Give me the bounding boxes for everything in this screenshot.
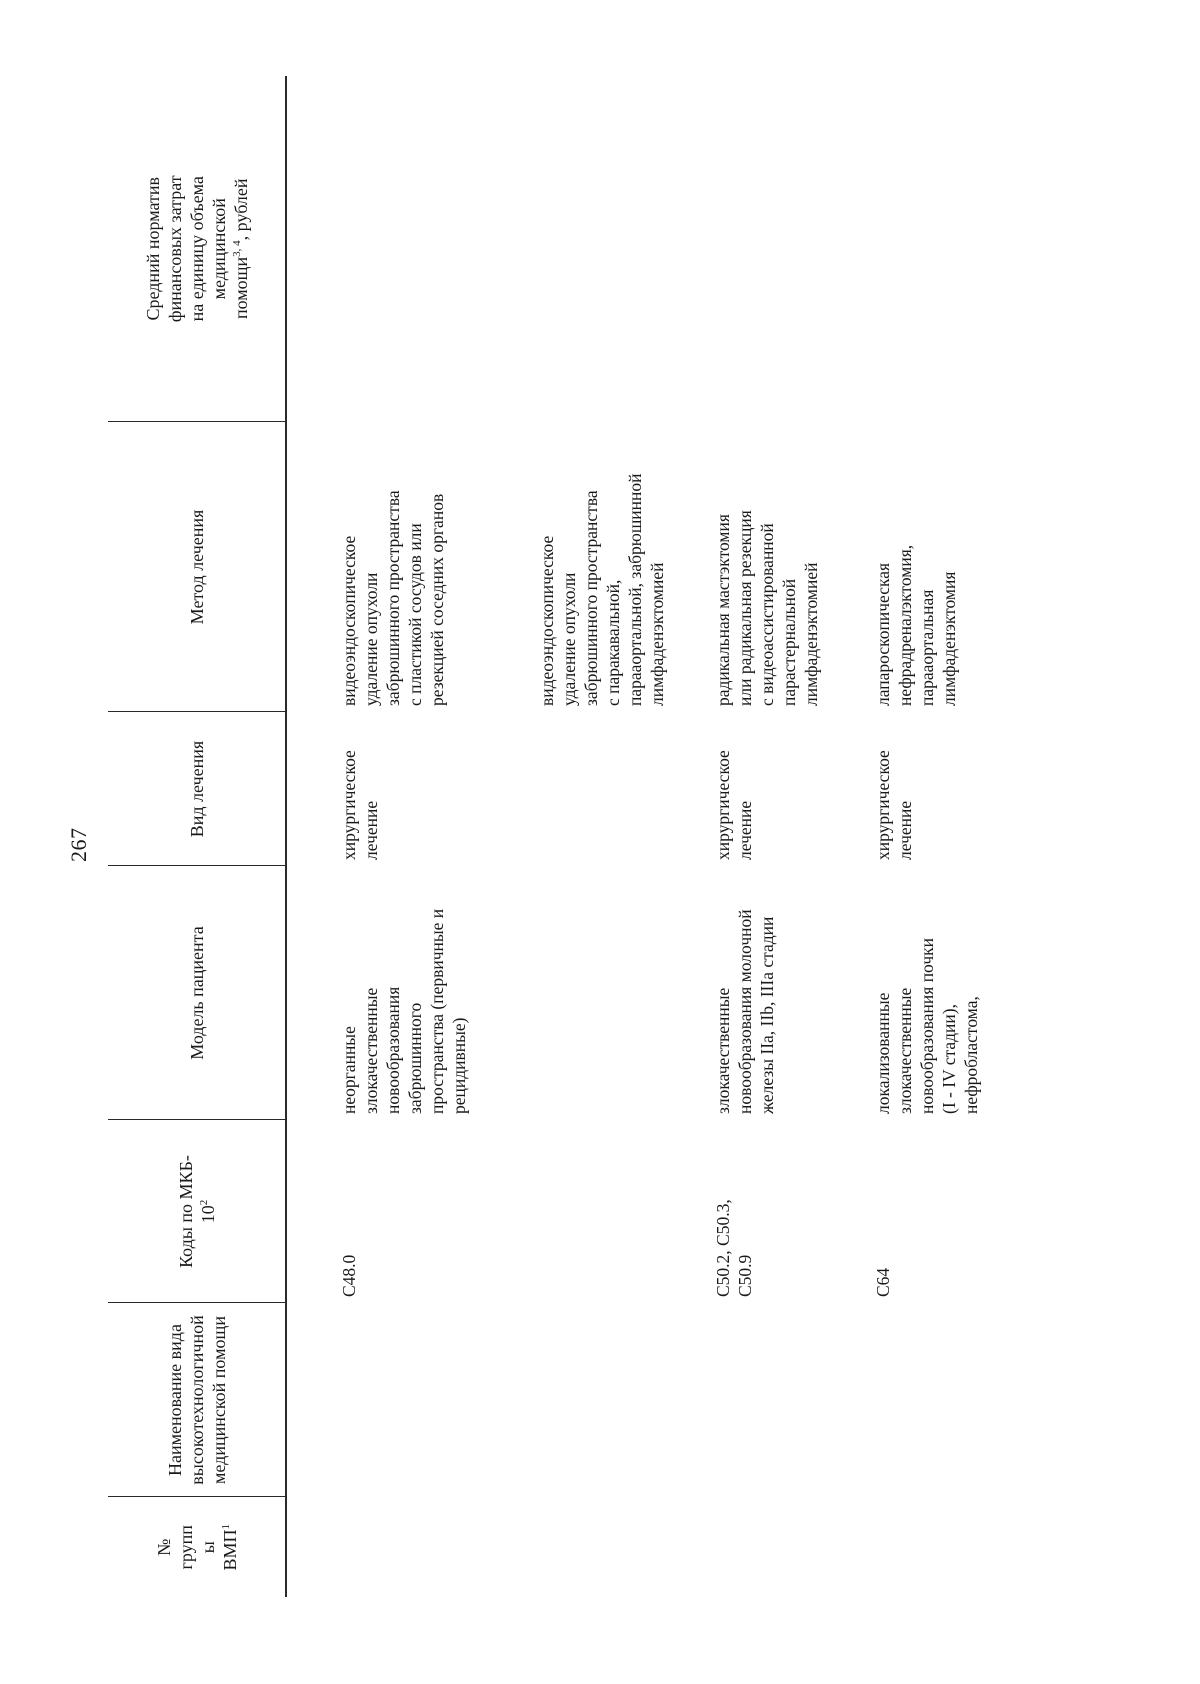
cell-patient-model: локализованные злокачественные новообразования почки (I - IV стадии), нефробластома, (873, 937, 981, 1114)
header-treatment-method: Метод лечения (108, 422, 286, 712)
cell-treatment-type: хирургическое лечение (873, 750, 915, 860)
cell-patient-model (470, 866, 668, 1120)
cell-avg-cost (668, 76, 822, 422)
table-row (286, 76, 470, 1597)
cell-icd-codes: C50.2, C50.3, C50.9 (713, 1199, 755, 1297)
table-row (668, 76, 822, 1597)
table-row (470, 76, 668, 1597)
cell-treatment-type: хирургическое лечение (339, 750, 381, 860)
cell-group-no (286, 1497, 470, 1597)
cell-icd-codes (470, 1120, 668, 1303)
hmp-table (108, 76, 982, 1597)
header-hmp-name: Наименование вида высокотехнологичной медицинской помощи (108, 1303, 286, 1497)
table-row (822, 76, 982, 1597)
cell-avg-cost (822, 76, 982, 422)
cell-icd-codes: C48.0 (339, 1254, 359, 1297)
cell-treatment-type (470, 712, 668, 866)
cell-avg-cost (470, 76, 668, 422)
cell-hmp-name (822, 1303, 982, 1497)
cell-hmp-name (470, 1303, 668, 1497)
cell-treatment-type: хирургическое лечение (713, 750, 755, 860)
cell-treatment-method: видеоэндоскопическое удаление опухоли забрюшинного пространства с пластикой сосудов или резекцией соседних органов (339, 490, 447, 706)
cell-hmp-name (286, 1303, 470, 1497)
cell-icd-codes: C64 (873, 1267, 893, 1297)
header-avg-cost: Средний норматив финансовых затрат на единицу объема медицинской помощи$^{3, 4}$, рублей (108, 76, 286, 422)
cell-treatment-method: лапароскопическая нефрадреналэктомия, парааортальная лимфаденэктомия (873, 544, 959, 706)
cell-treatment-method: радикальная мастэктомия или радикальная резекция с видеоассистированной парастернальной лимфаденэктомией (713, 510, 821, 706)
cell-group-no (822, 1497, 982, 1597)
header-row (108, 76, 286, 1597)
cell-patient-model: злокачественные новообразования молочной железы IIa, IIb, IIIa стадии (713, 909, 777, 1114)
cell-patient-model: неорганные злокачественные новообразования забрюшинного пространства (первичные и рецидивные) (339, 908, 469, 1114)
cell-avg-cost (286, 76, 470, 422)
cell-treatment-method: видеоэндоскопическое удаление опухоли забрюшинного пространства с паракавальной, парааортальной, забрюшинной лимфаденэктомией (537, 473, 667, 706)
cell-group-no (470, 1497, 668, 1597)
header-treatment-type: Вид лечения (108, 712, 286, 866)
header-patient-model: Модель пациента (108, 866, 286, 1120)
cell-group-no (668, 1497, 822, 1597)
header-group-no: № групп ы ВМП$^1$ (108, 1497, 286, 1597)
header-icd-codes: Коды по МКБ- $10^2$ (108, 1120, 286, 1303)
page-number: 267 (66, 827, 91, 862)
cell-hmp-name (668, 1303, 822, 1497)
